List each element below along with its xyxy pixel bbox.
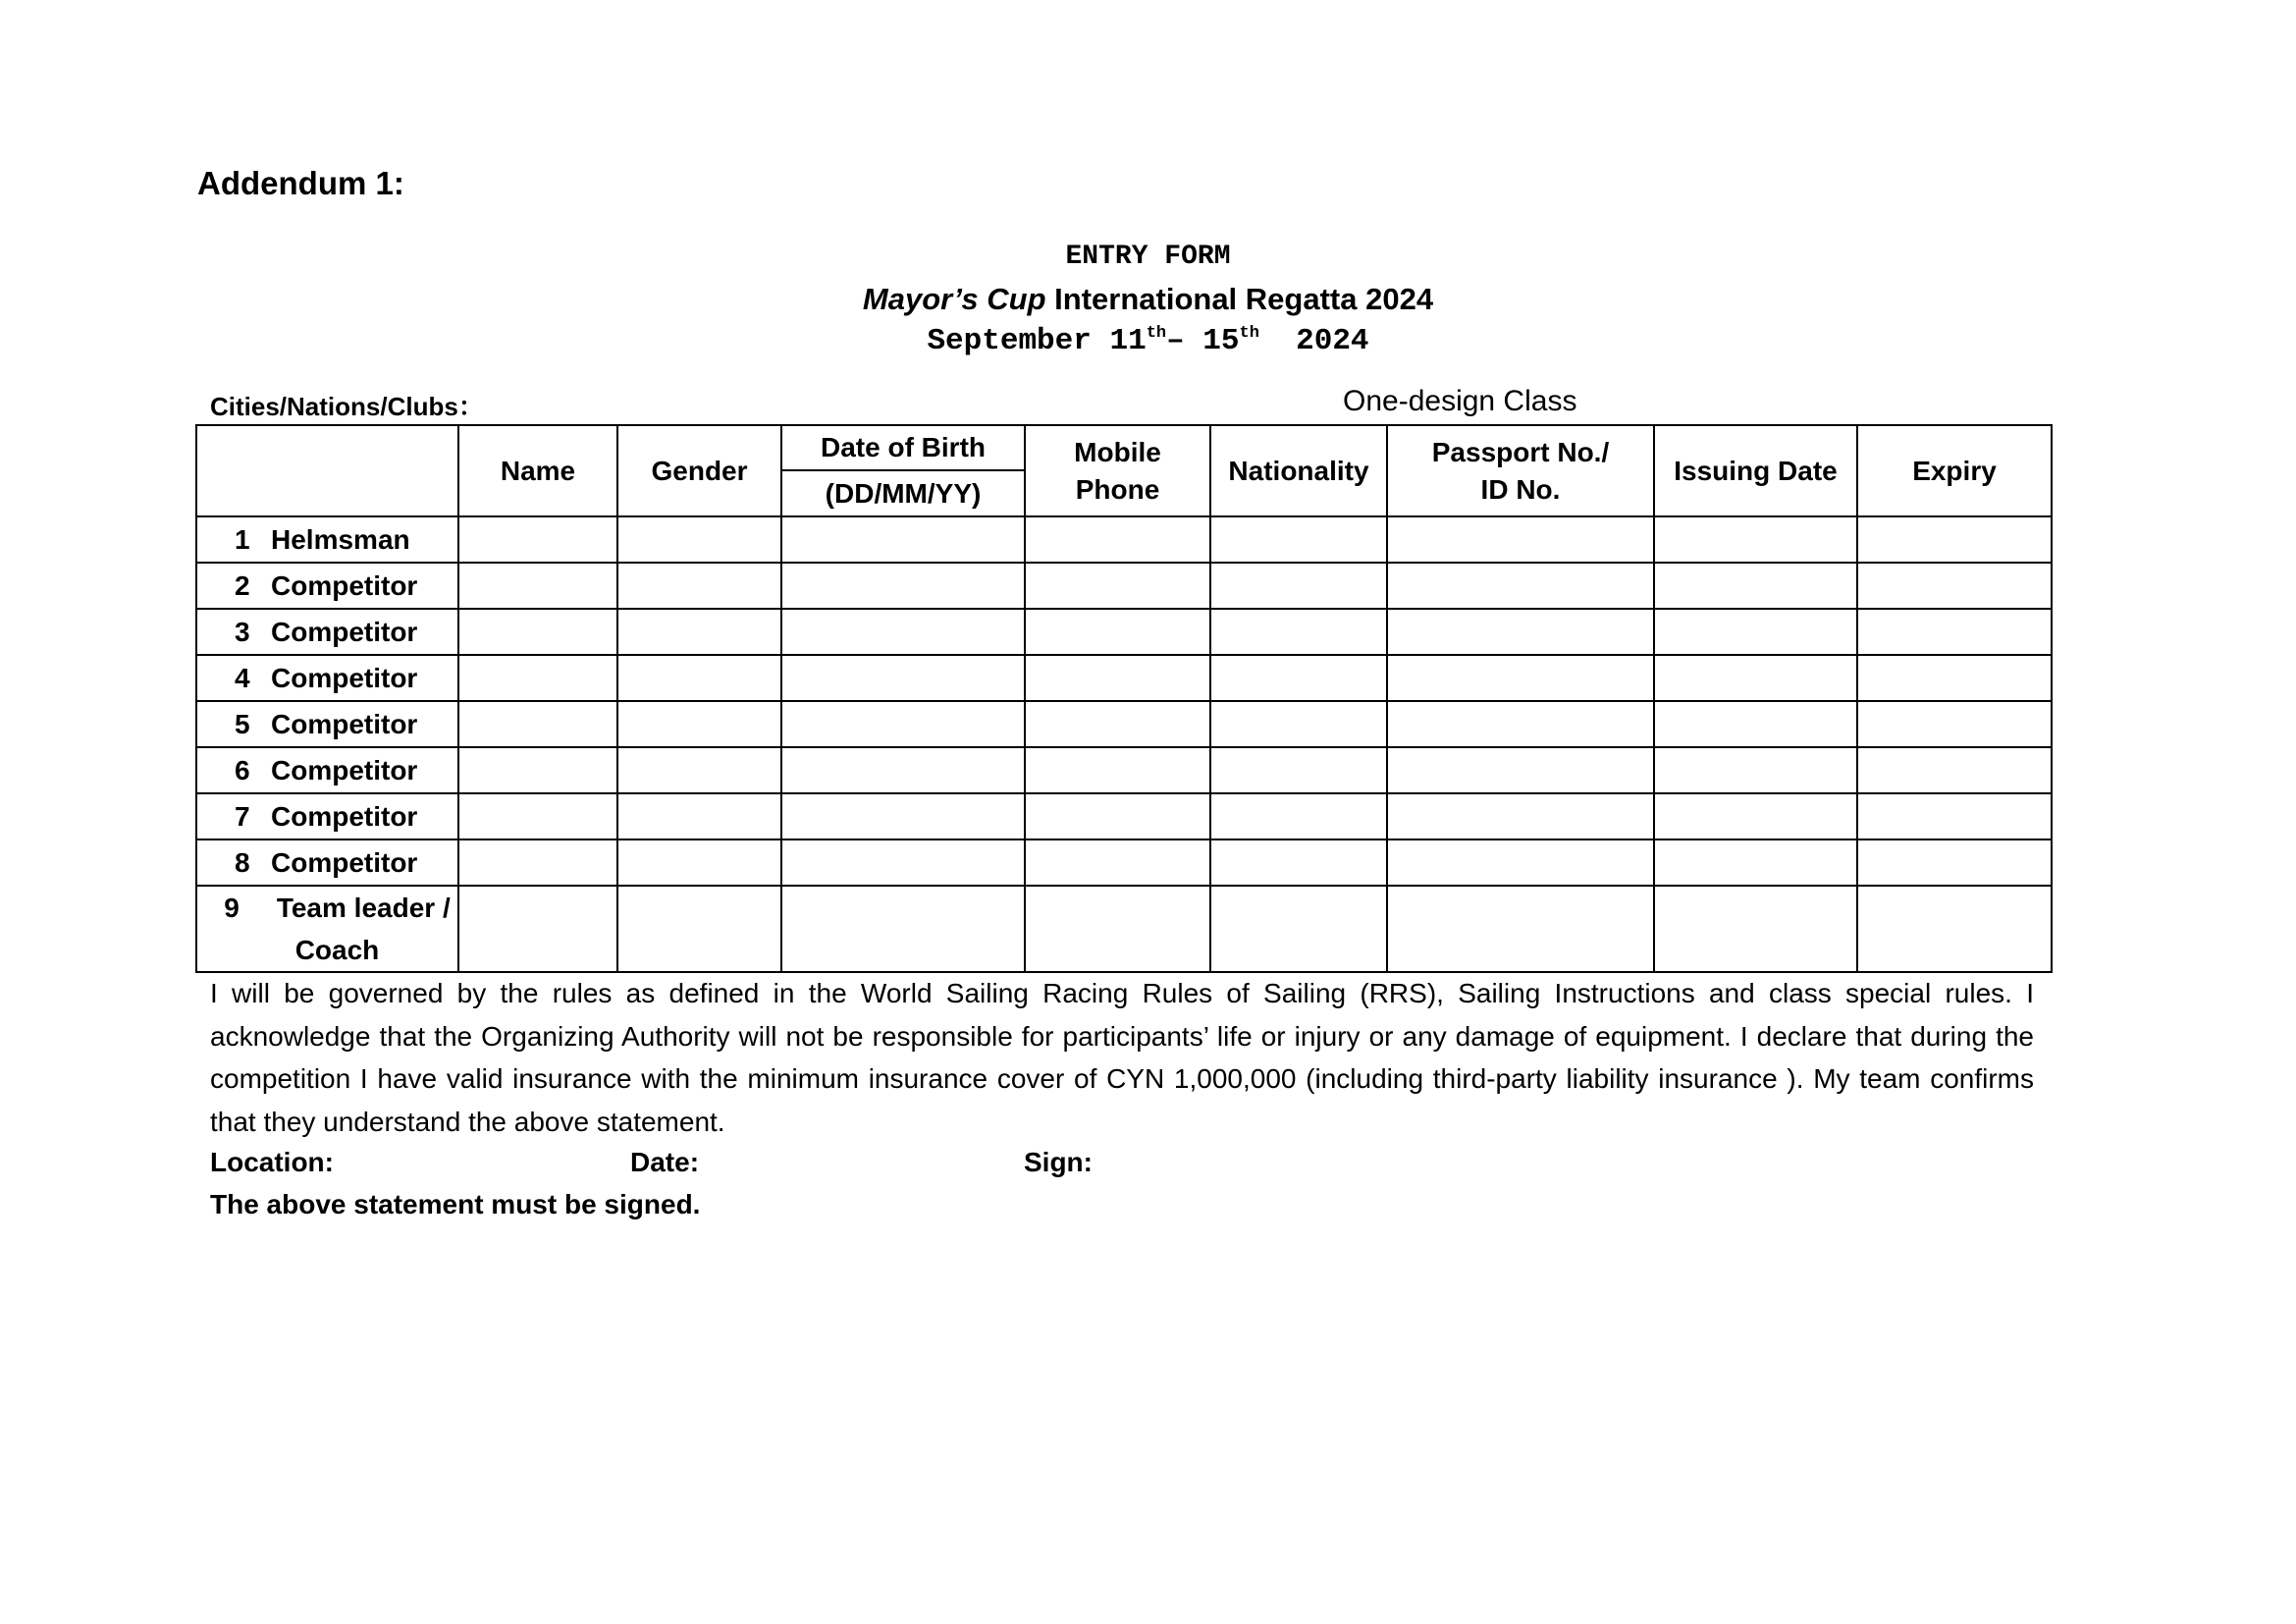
mobile-cell[interactable] [1025, 609, 1210, 655]
row-number: 1 [235, 523, 250, 555]
passport-cell[interactable] [1387, 701, 1654, 747]
gender-cell[interactable] [617, 886, 781, 972]
row-number: 9 [224, 893, 240, 923]
dob-cell[interactable] [781, 701, 1025, 747]
table-row [196, 886, 2052, 972]
gender-cell[interactable] [617, 839, 781, 886]
nationality-cell[interactable] [1210, 839, 1387, 886]
row-role: Competitor [271, 616, 418, 647]
row-role: Competitor [271, 754, 418, 785]
table-row [196, 609, 2052, 655]
row-role-line2: Coach [294, 935, 380, 965]
date-year: 2024 [1258, 324, 1369, 358]
table-row [196, 747, 2052, 793]
expiry-header: Expiry [1857, 425, 2052, 516]
role-cell [196, 516, 458, 563]
dob-cell[interactable] [781, 839, 1025, 886]
issuing-date-cell[interactable] [1654, 609, 1857, 655]
passport-cell[interactable] [1387, 516, 1654, 563]
dob-cell[interactable] [781, 886, 1025, 972]
date-end: – 15 [1166, 324, 1240, 358]
event-title-italic: Mayor’s Cup [862, 282, 1046, 316]
dob-cell[interactable] [781, 747, 1025, 793]
role-cell [196, 701, 458, 747]
row-role: Competitor [271, 569, 418, 601]
issuing-date-cell[interactable] [1654, 655, 1857, 701]
name-cell[interactable] [458, 747, 617, 793]
gender-cell[interactable] [617, 516, 781, 563]
dob-cell[interactable] [781, 563, 1025, 609]
table-row [196, 701, 2052, 747]
dob-cell[interactable] [781, 655, 1025, 701]
name-cell[interactable] [458, 701, 617, 747]
mobile-header [1025, 425, 1210, 516]
table-row [196, 655, 2052, 701]
role-cell [196, 839, 458, 886]
table-header-row [196, 425, 2052, 470]
row-role: Competitor [271, 800, 418, 832]
name-cell[interactable] [458, 516, 617, 563]
issuing-date-header: Issuing Date [1654, 425, 1857, 516]
mobile-cell[interactable] [1025, 563, 1210, 609]
mobile-header-line2: Phone [1075, 473, 1160, 505]
class-label: One-design Class [1343, 385, 1577, 417]
table-row [196, 793, 2052, 839]
gender-cell[interactable] [617, 793, 781, 839]
nationality-cell[interactable] [1210, 747, 1387, 793]
date-label: Date: [630, 1147, 700, 1177]
table-row [196, 516, 2052, 563]
issuing-date-cell[interactable] [1654, 747, 1857, 793]
row-number: 8 [235, 846, 250, 878]
expiry-cell[interactable] [1857, 747, 2052, 793]
name-cell[interactable] [458, 886, 617, 972]
dob-cell[interactable] [781, 609, 1025, 655]
mobile-cell[interactable] [1025, 516, 1210, 563]
nationality-cell[interactable] [1210, 516, 1387, 563]
role-header-cell [196, 425, 458, 516]
gender-cell[interactable] [617, 701, 781, 747]
table-row [196, 563, 2052, 609]
location-label: Location: [210, 1147, 334, 1177]
nationality-cell[interactable] [1210, 655, 1387, 701]
row-role: Competitor [271, 708, 418, 739]
gender-cell[interactable] [617, 747, 781, 793]
passport-cell[interactable] [1387, 747, 1654, 793]
date-start-suffix: th [1146, 324, 1167, 343]
passport-header-line2: ID No. [1480, 473, 1561, 505]
expiry-cell[interactable] [1857, 655, 2052, 701]
expiry-cell[interactable] [1857, 609, 2052, 655]
mobile-cell[interactable] [1025, 793, 1210, 839]
table-row [196, 839, 2052, 886]
role-cell [196, 609, 458, 655]
form-title: ENTRY FORM [1065, 242, 1231, 272]
row-number: 5 [235, 708, 250, 739]
passport-cell[interactable] [1387, 609, 1654, 655]
role-cell [196, 747, 458, 793]
date-start: September 11 [927, 324, 1147, 358]
name-cell[interactable] [458, 563, 617, 609]
passport-cell[interactable] [1387, 839, 1654, 886]
expiry-cell[interactable] [1857, 701, 2052, 747]
nationality-cell[interactable] [1210, 793, 1387, 839]
gender-cell[interactable] [617, 609, 781, 655]
gender-cell[interactable] [617, 563, 781, 609]
passport-cell[interactable] [1387, 655, 1654, 701]
row-number: 7 [235, 800, 250, 832]
passport-cell[interactable] [1387, 793, 1654, 839]
event-title [0, 282, 2296, 317]
row-number: 2 [235, 569, 250, 601]
expiry-cell[interactable] [1857, 886, 2052, 972]
declaration-statement: I will be governed by the rules as defined in the World Sailing Racing Rules of Sailing (RRS), Sailing Instructions and class special rules. I acknowledge that the Organizing Authority will not be responsible for participants’ life or injury or any damage of equipment. I declare that during the competition I have valid insurance with the minimum insurance cover of CYN 1,000,000 (including third-party liability insurance ). My team confirms that they understand the above statement. [210, 978, 2034, 1137]
nationality-cell[interactable] [1210, 609, 1387, 655]
dob-header: Date of Birth [781, 425, 1025, 470]
passport-cell[interactable] [1387, 886, 1654, 972]
dob-format-header: (DD/MM/YY) [781, 470, 1025, 516]
dob-cell[interactable] [781, 516, 1025, 563]
issuing-date-cell[interactable] [1654, 793, 1857, 839]
mobile-cell[interactable] [1025, 886, 1210, 972]
row-role-line1: Team leader / [276, 893, 451, 923]
issuing-date-cell[interactable] [1654, 516, 1857, 563]
event-title-rest: International Regatta 2024 [1045, 282, 1434, 316]
row-number: 4 [235, 662, 250, 693]
issuing-date-cell[interactable] [1654, 839, 1857, 886]
expiry-cell[interactable] [1857, 793, 2052, 839]
role-cell [196, 655, 458, 701]
mobile-cell[interactable] [1025, 701, 1210, 747]
row-role: Competitor [271, 662, 418, 693]
name-cell[interactable] [458, 655, 617, 701]
mobile-cell[interactable] [1025, 655, 1210, 701]
addendum-heading: Addendum 1: [197, 165, 404, 201]
row-role: Helmsman [271, 523, 410, 555]
mobile-cell[interactable] [1025, 839, 1210, 886]
nationality-cell[interactable] [1210, 563, 1387, 609]
nationality-cell[interactable] [1210, 886, 1387, 972]
issuing-date-cell[interactable] [1654, 563, 1857, 609]
name-cell[interactable] [458, 839, 617, 886]
sign-label: Sign: [1024, 1147, 1093, 1177]
entry-table [195, 424, 2053, 973]
gender-header: Gender [617, 425, 781, 516]
nationality-header: Nationality [1210, 425, 1387, 516]
passport-header [1387, 425, 1654, 516]
role-cell [196, 886, 458, 972]
role-cell [196, 793, 458, 839]
gender-cell[interactable] [617, 655, 781, 701]
mobile-header-line1: Mobile [1074, 436, 1161, 467]
signature-notice: The above statement must be signed. [210, 1189, 701, 1219]
nationality-cell[interactable] [1210, 701, 1387, 747]
role-cell [196, 563, 458, 609]
dob-cell[interactable] [781, 793, 1025, 839]
row-number: 3 [235, 616, 250, 647]
cities-nations-clubs-label: Cities/Nations/Clubs： [210, 392, 484, 421]
row-number: 6 [235, 754, 250, 785]
mobile-cell[interactable] [1025, 747, 1210, 793]
event-dates [0, 324, 2296, 358]
expiry-cell[interactable] [1857, 839, 2052, 886]
name-header: Name [458, 425, 617, 516]
expiry-cell[interactable] [1857, 516, 2052, 563]
passport-header-line1: Passport No./ [1431, 436, 1610, 467]
passport-cell[interactable] [1387, 563, 1654, 609]
expiry-cell[interactable] [1857, 563, 2052, 609]
date-end-suffix: th [1239, 324, 1259, 343]
name-cell[interactable] [458, 609, 617, 655]
issuing-date-cell[interactable] [1654, 701, 1857, 747]
name-cell[interactable] [458, 793, 617, 839]
row-role: Competitor [271, 846, 418, 878]
issuing-date-cell[interactable] [1654, 886, 1857, 972]
